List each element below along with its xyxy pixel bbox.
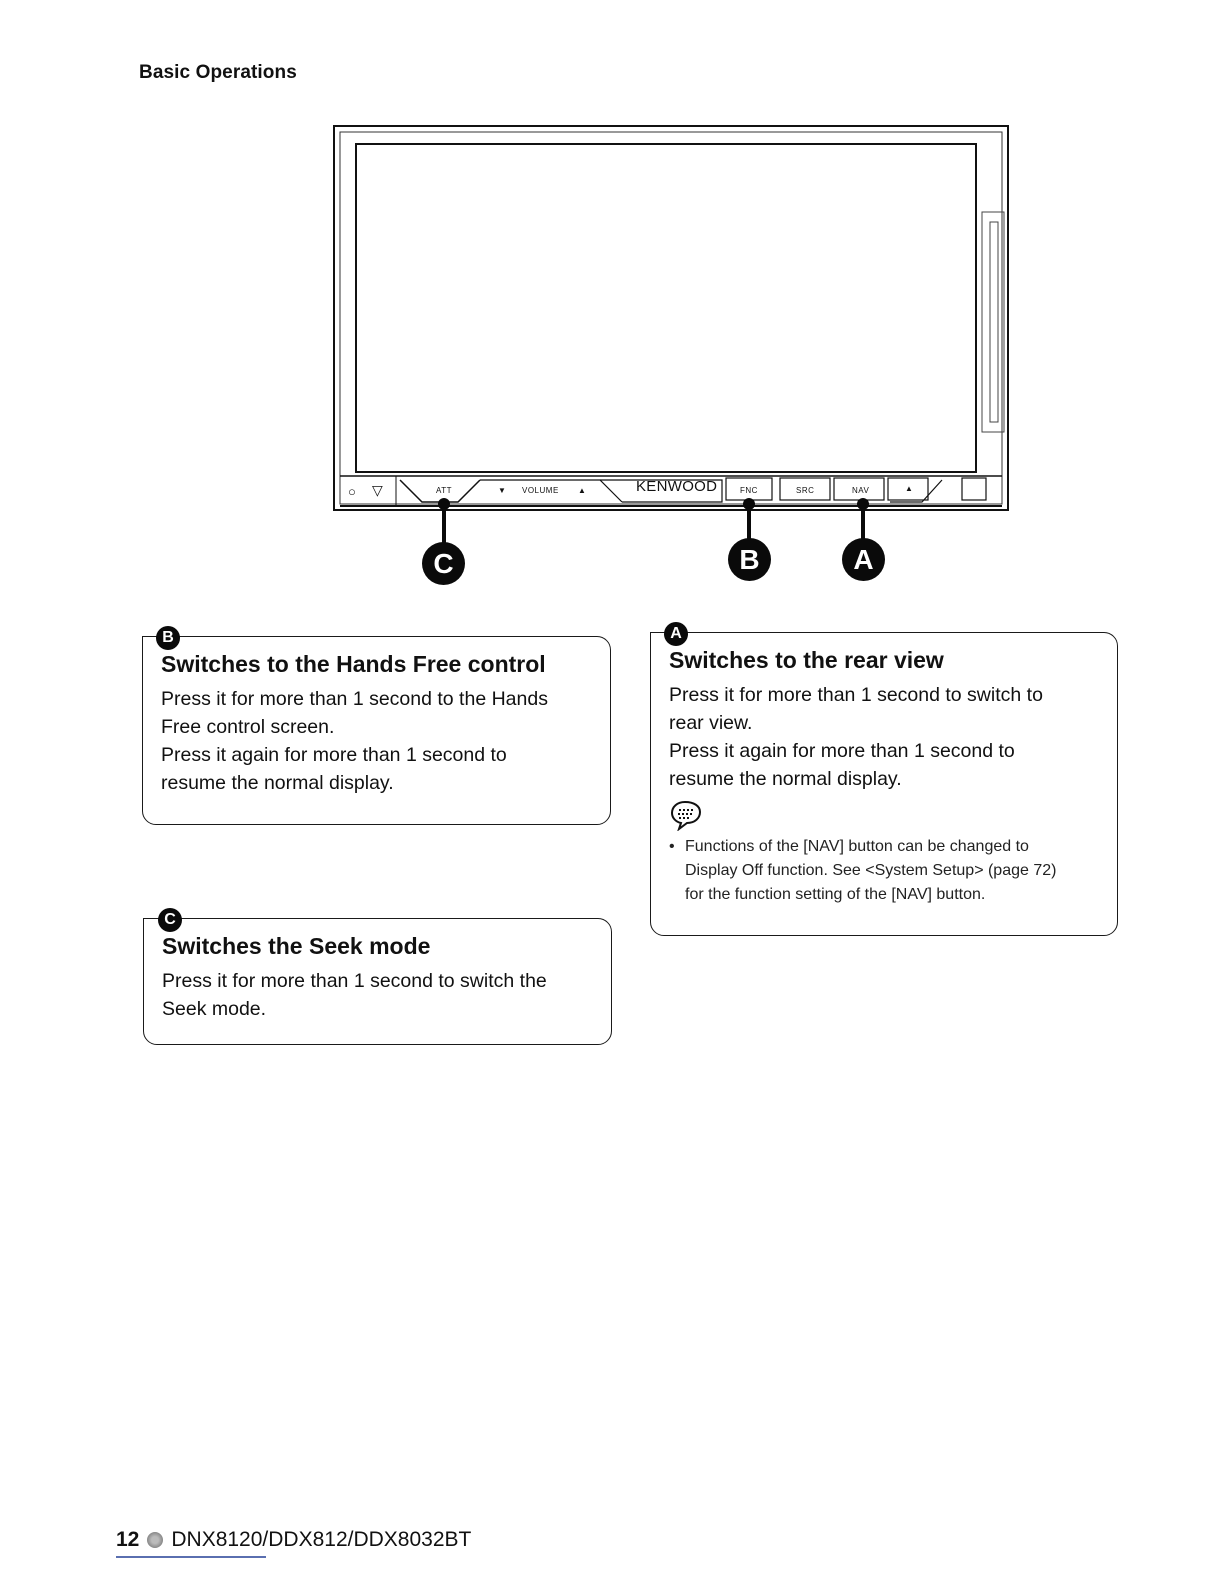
volume-down-icon[interactable]: ▼ bbox=[498, 486, 507, 495]
volume-label: VOLUME bbox=[522, 486, 559, 495]
info-box-c bbox=[143, 918, 612, 1045]
box-a-line: Press it for more than 1 second to switch to bbox=[669, 683, 1043, 706]
nav-button[interactable]: NAV bbox=[852, 486, 870, 495]
callout-c: C bbox=[422, 542, 465, 585]
note-line: Display Off function. See <System Setup> (page 72) bbox=[685, 861, 1057, 879]
box-b-title: Switches to the Hands Free control bbox=[161, 651, 546, 677]
box-c-line: Seek mode. bbox=[162, 997, 267, 1020]
model-numbers: DNX8120/DDX812/DDX8032BT bbox=[171, 1528, 472, 1551]
box-c-title: Switches the Seek mode bbox=[162, 933, 431, 959]
box-a-line: Press it again for more than 1 second to bbox=[669, 739, 1015, 762]
src-button[interactable]: SRC bbox=[796, 486, 815, 495]
box-a-title: Switches to the rear view bbox=[669, 647, 944, 673]
note-icon bbox=[669, 799, 1101, 831]
head-unit-diagram bbox=[330, 124, 1012, 516]
section-title: Basic Operations bbox=[139, 62, 297, 83]
fnc-button[interactable]: FNC bbox=[740, 486, 758, 495]
box-c-line: Press it for more than 1 second to switch the bbox=[162, 969, 547, 992]
box-b-badge: B bbox=[156, 626, 180, 650]
att-button[interactable]: ATT bbox=[436, 486, 453, 495]
callout-c-stem bbox=[442, 506, 446, 544]
volume-up-icon[interactable]: ▲ bbox=[578, 486, 587, 495]
note-line: for the function setting of the [NAV] button. bbox=[685, 885, 986, 903]
bullet-dot-icon bbox=[147, 1532, 163, 1548]
box-a-line: rear view. bbox=[669, 711, 753, 734]
box-b-line: resume the normal display. bbox=[161, 771, 394, 794]
page-footer bbox=[116, 1528, 471, 1552]
eject-button[interactable]: ▲ bbox=[905, 484, 914, 493]
callout-a: A bbox=[842, 538, 885, 581]
callout-b-stem bbox=[747, 506, 751, 540]
box-a-line: resume the normal display. bbox=[669, 767, 902, 790]
box-c-badge: C bbox=[158, 908, 182, 932]
callout-b: B bbox=[728, 538, 771, 581]
note-line: • Functions of the [NAV] button can be changed to bbox=[669, 837, 1029, 855]
brand-logo: KENWOOD bbox=[636, 478, 718, 495]
head-unit-outline bbox=[330, 124, 1012, 516]
power-indicator-icon: ○ bbox=[348, 484, 356, 499]
footer-rule bbox=[116, 1556, 266, 1558]
callout-a-stem bbox=[861, 506, 865, 540]
box-b-line: Free control screen. bbox=[161, 715, 335, 738]
box-b-line: Press it for more than 1 second to the Hands bbox=[161, 687, 548, 710]
open-triangle-icon: ▽ bbox=[372, 482, 383, 498]
page-number: 12 bbox=[116, 1528, 140, 1551]
info-box-a bbox=[650, 632, 1118, 936]
info-box-b bbox=[142, 636, 611, 825]
box-a-badge: A bbox=[664, 622, 688, 646]
box-b-line: Press it again for more than 1 second to bbox=[161, 743, 507, 766]
